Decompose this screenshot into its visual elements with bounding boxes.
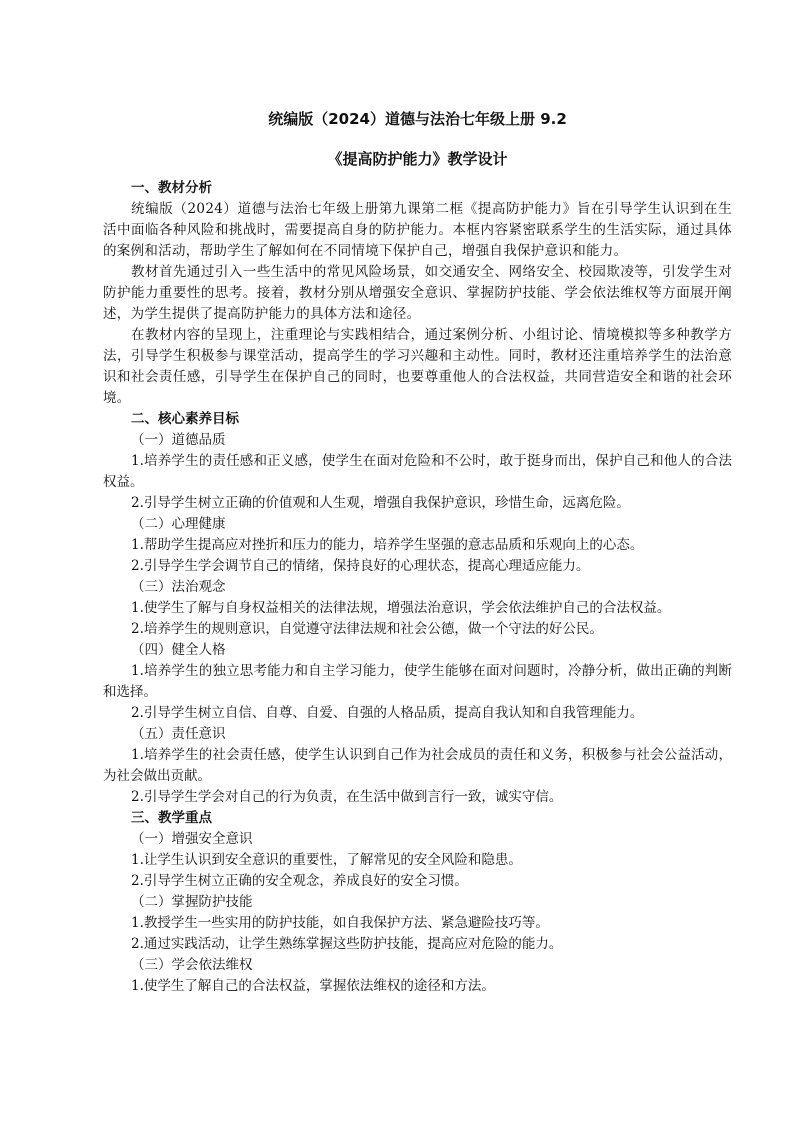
section-heading: 一、教材分析 [131, 180, 212, 196]
list-item: 2.引导学生树立正确的安全观念，养成良好的安全习惯。 [131, 873, 468, 889]
paragraph: 在教材内容的呈现上，注重理论与实践相结合，通过案例分析、小组讨论、情境模拟等多种教学方法，引导学生积极参与课堂活动，提高学生的学习兴趣和主动性。同时，教材还注重培养学生的法治意识和社会责任感，引导学生在保护自己的同时，也要尊重他人的合法权益，共同营造安全和谐的社会环境。 [103, 327, 732, 406]
list-item: 1.使学生了解自己的合法权益，掌握依法维权的途径和方法。 [131, 978, 495, 994]
subsection-heading: （五）责任意识 [131, 726, 226, 742]
list-item: 1.帮助学生提高应对挫折和压力的能力，培养学生坚强的意志品质和乐观向上的心态。 [131, 537, 644, 553]
list-item: 1.教授学生一些实用的防护技能，如自我保护方法、紧急避险技巧等。 [131, 915, 549, 931]
subsection-heading: （三）法治观念 [131, 579, 226, 595]
subsection-heading: （一）增强安全意识 [131, 831, 253, 847]
list-item: 2.引导学生学会对自己的行为负责，在生活中做到言行一致，诚实守信。 [131, 789, 563, 805]
list-item: 1.让学生认识到安全意识的重要性，了解常见的安全风险和隐患。 [131, 852, 522, 868]
document-title: 统编版（2024）道德与法治七年级上册 9.2 [268, 110, 567, 128]
list-item: 2.引导学生树立正确的价值观和人生观，增强自我保护意识，珍惜生命，远离危险。 [131, 495, 630, 511]
list-item: 2.引导学生学会调节自己的情绪，保持良好的心理状态，提高心理适应能力。 [131, 558, 590, 574]
list-item: 2.培养学生的规则意识，自觉遵守法律法规和社会公德，做一个守法的好公民。 [131, 621, 603, 637]
subsection-heading: （四）健全人格 [131, 642, 226, 658]
list-item: 1.使学生了解与自身权益相关的法律法规，增强法治意识，学会依法维护自己的合法权益。 [131, 600, 671, 616]
list-item: 1.培养学生的责任感和正义感，使学生在面对危险和不公时，敢于挺身而出，保护自己和他人的合法权益。 [103, 453, 732, 490]
section-heading: 三、教学重点 [131, 810, 212, 826]
paragraph: 教材首先通过引入一些生活中的常见风险场景，如交通安全、网络安全、校园欺凌等，引发学生对防护能力重要性的思考。接着，教材分别从增强安全意识、掌握防护技能、学会依法维权等方面展开阐述，为学生提供了提高防护能力的具体方法和途径。 [103, 264, 732, 322]
subsection-heading: （二）掌握防护技能 [131, 894, 253, 910]
list-item: 2.引导学生树立自信、自尊、自爱、自强的人格品质，提高自我认知和自我管理能力。 [131, 705, 644, 721]
paragraph: 统编版（2024）道德与法治七年级上册第九课第二框《提高防护能力》旨在引导学生认识到在生活中面临各种风险和挑战时，需要提高自身的防护能力。本框内容紧密联系学生的生活实际，通过具体的案例和活动，帮助学生了解如何在不同情境下保护自己，增强自我保护意识和能力。 [103, 201, 732, 259]
subsection-heading: （二）心理健康 [131, 516, 226, 532]
subsection-heading: （三）学会依法维权 [131, 957, 253, 973]
document-subtitle: 《提高防护能力》教学设计 [327, 150, 508, 168]
subsection-heading: （一）道德品质 [131, 432, 226, 448]
section-heading: 二、核心素养目标 [131, 411, 239, 427]
list-item: 1.培养学生的独立思考能力和自主学习能力，使学生能够在面对问题时，冷静分析，做出正确的判断和选择。 [103, 663, 732, 700]
list-item: 2.通过实践活动，让学生熟练掌握这些防护技能，提高应对危险的能力。 [131, 936, 563, 952]
list-item: 1.培养学生的社会责任感，使学生认识到自己作为社会成员的责任和义务，积极参与社会公益活动，为社会做出贡献。 [103, 747, 732, 784]
